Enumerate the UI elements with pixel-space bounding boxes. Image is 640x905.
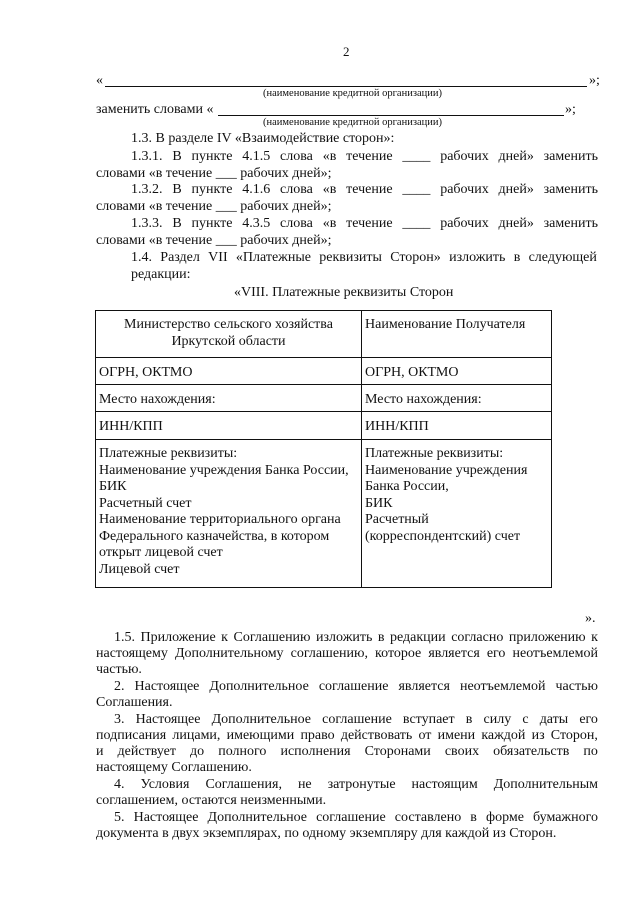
- word: каждой: [481, 728, 526, 743]
- word: его: [579, 712, 598, 727]
- word: и: [96, 744, 104, 759]
- table-row: [96, 440, 552, 588]
- word: соглашение: [318, 679, 389, 694]
- bank-name-blank-line: [105, 86, 587, 87]
- word: «в: [322, 149, 337, 164]
- word: заменить: [543, 182, 598, 197]
- word: Настоящее: [134, 679, 200, 694]
- ogrn-oktmo-cell: ОГРН, ОКТМО: [96, 358, 362, 385]
- word: Сторонами: [364, 744, 431, 759]
- bank-name-caption: (наименование кредитной организации): [263, 88, 442, 99]
- word: слова: [280, 149, 313, 164]
- word: частью: [555, 679, 598, 694]
- word: 4.3.5: [242, 216, 271, 231]
- word: по: [583, 744, 598, 759]
- word: 1.3.1.: [131, 149, 163, 164]
- word: слова: [280, 216, 313, 231]
- word: 4.1.6: [242, 182, 271, 197]
- table-close-quote: ».: [585, 611, 596, 626]
- word: дней»: [498, 216, 534, 231]
- word: в: [470, 810, 477, 825]
- table-row: [96, 311, 552, 358]
- word: составлено: [394, 810, 462, 825]
- word: к: [591, 630, 598, 645]
- word: изложить: [449, 250, 506, 265]
- para-2-line2: Соглашения.: [96, 695, 173, 710]
- word: Сторон»: [390, 250, 441, 265]
- word: Дополнительным: [493, 777, 598, 792]
- item-1-4-line1: [131, 250, 597, 266]
- word: течение: [346, 216, 393, 231]
- word: даты: [539, 712, 569, 727]
- word: в: [377, 630, 385, 645]
- open-quote: «: [96, 73, 103, 88]
- item-1-3: 1.3. В разделе IV «Взаимодействие сторон»:: [131, 131, 395, 146]
- item-1-3-1-line1: [131, 149, 598, 165]
- word: «Платежные: [235, 250, 311, 265]
- word: Дополнительное: [211, 712, 312, 727]
- word: 5.: [114, 810, 125, 825]
- word: право: [300, 728, 335, 743]
- word: течение: [346, 149, 393, 164]
- word: из: [531, 728, 545, 743]
- word: с: [522, 712, 529, 727]
- para-4-line1: [114, 777, 598, 793]
- para-1-5-line3: частью.: [96, 662, 142, 677]
- word: 3.: [114, 712, 125, 727]
- word: приложению: [508, 630, 586, 645]
- word: следующей: [528, 250, 597, 265]
- location-cell: Место нахождения:: [96, 385, 362, 412]
- location-cell: Место нахождения:: [362, 385, 552, 412]
- inn-kpp-cell: ИНН/КПП: [96, 412, 362, 440]
- item-1-3-3-line1: [131, 216, 598, 232]
- word: дней»: [498, 182, 534, 197]
- word: пункте: [191, 149, 233, 164]
- word: 1.3.3.: [131, 216, 163, 231]
- word: бумажного: [533, 810, 598, 825]
- para-3-line2: [96, 728, 598, 744]
- replacement-bank-blank-line: [218, 115, 564, 116]
- word: рабочих: [440, 149, 489, 164]
- recipient-name-cell: Наименование Получателя: [362, 311, 552, 358]
- ministry-payment-details-cell: Платежные реквизиты: Наименование учреждения Банка России, БИК Расчетный счет Наименование территориального органа Федерального казначейства, в котором открыт лицевой счет Лицевой счет: [96, 440, 362, 588]
- para-3-line1: [114, 712, 598, 728]
- word: «в: [322, 216, 337, 231]
- word: 4.1.5: [242, 149, 271, 164]
- word: ____: [402, 149, 431, 164]
- para-3-line3: [96, 744, 598, 760]
- word: ____: [402, 182, 431, 197]
- word: настоящему: [96, 646, 168, 661]
- word: заменить: [543, 216, 598, 231]
- word: имени: [437, 728, 476, 743]
- word: Дополнительное: [207, 810, 307, 825]
- item-1-3-2-line2: словами «в течение ___ рабочих дней»;: [96, 199, 332, 214]
- table-row: [96, 358, 552, 385]
- para-3-line4: настоящему Соглашению.: [96, 760, 252, 775]
- para-4-line2: соглашением, остаются неизменными.: [96, 793, 327, 808]
- word: 1.5.: [114, 630, 135, 645]
- word: изложить: [316, 630, 373, 645]
- word: реквизиты: [319, 250, 382, 265]
- word: Сторон,: [550, 728, 598, 743]
- word: «в: [322, 182, 337, 197]
- recipient-payment-details-cell: Платежные реквизиты: Наименование учреждения Банка России, БИК Расчетный (корреспондентский) счет: [362, 440, 552, 588]
- table-row: [96, 385, 552, 412]
- para-1-5-line2: [96, 646, 598, 662]
- word: Настоящее: [135, 712, 201, 727]
- para-2-line1: [114, 679, 598, 695]
- word: пункте: [191, 182, 233, 197]
- word: 1.3.2.: [131, 182, 163, 197]
- word: подписания: [96, 728, 167, 743]
- word: в: [513, 250, 521, 265]
- inn-kpp-cell: ИНН/КПП: [362, 412, 552, 440]
- word: его: [486, 646, 506, 661]
- ministry-name-cell: Министерство сельского хозяйства Иркутской области: [96, 311, 362, 358]
- word: Дополнительное: [209, 679, 309, 694]
- word: рабочих: [440, 182, 489, 197]
- word: в: [465, 712, 473, 727]
- word: соглашение: [322, 712, 392, 727]
- word: своих: [444, 744, 480, 759]
- table-row: [96, 412, 552, 440]
- word: заменить: [543, 149, 598, 164]
- word: лицами,: [172, 728, 221, 743]
- word: до: [190, 744, 205, 759]
- word: VII: [208, 250, 228, 265]
- word: к: [221, 630, 228, 645]
- word: Соглашению: [233, 630, 311, 645]
- word: В: [172, 216, 182, 231]
- word: обязательств: [493, 744, 570, 759]
- para-5-line1: [114, 810, 598, 826]
- para-1-5-line1: [114, 630, 598, 646]
- item-1-3-3-line2: словами «в течение ___ рабочих дней»;: [96, 233, 332, 248]
- word: 4.: [114, 777, 125, 792]
- section-title: «VIII. Платежные реквизиты Сторон: [234, 285, 454, 300]
- word: неотъемлемой: [512, 646, 598, 661]
- word: 2.: [114, 679, 125, 694]
- word: В: [172, 149, 182, 164]
- item-1-4-line2: редакции:: [131, 267, 191, 282]
- word: соглашению,: [290, 646, 368, 661]
- word: Соглашения,: [205, 777, 282, 792]
- word: редакции: [390, 630, 446, 645]
- word: настоящим: [411, 777, 478, 792]
- word: слова: [280, 182, 313, 197]
- word: является: [428, 646, 480, 661]
- word: согласно: [451, 630, 504, 645]
- word: течение: [346, 182, 393, 197]
- word: является: [398, 679, 450, 694]
- item-1-3-1-line2: словами «в течение ___ рабочих дней»;: [96, 166, 332, 181]
- word: форме: [486, 810, 524, 825]
- replace-words-prefix: заменить словами «: [96, 102, 214, 117]
- word: силу: [483, 712, 512, 727]
- para-5-line2: документа в двух экземплярах, по одному экземпляру для каждой из Сторон.: [96, 826, 557, 841]
- word: В: [172, 182, 182, 197]
- word: Приложение: [140, 630, 216, 645]
- word: Дополнительному: [174, 646, 284, 661]
- word: рабочих: [440, 216, 489, 231]
- word: исполнения: [280, 744, 351, 759]
- page-number: 2: [343, 44, 350, 59]
- word: не: [297, 777, 312, 792]
- word: 1.4.: [131, 250, 152, 265]
- item-1-3-2-line1: [131, 182, 598, 198]
- payment-requisites-table: [95, 310, 552, 588]
- word: Раздел: [160, 250, 200, 265]
- word: неотъемлемой: [459, 679, 546, 694]
- word: Настоящее: [133, 810, 199, 825]
- word: от: [418, 728, 432, 743]
- word: пункте: [191, 216, 233, 231]
- word: ____: [402, 216, 431, 231]
- close-quote: »;: [589, 73, 600, 88]
- word: соглашение: [316, 810, 386, 825]
- word: полного: [218, 744, 267, 759]
- replacement-bank-caption: (наименование кредитной организации): [263, 117, 442, 128]
- word: имеющими: [226, 728, 295, 743]
- word: которое: [375, 646, 422, 661]
- word: действует: [117, 744, 176, 759]
- close-quote-2: »;: [565, 102, 576, 117]
- word: дней»: [498, 149, 534, 164]
- word: затронутые: [327, 777, 396, 792]
- ogrn-oktmo-cell: ОГРН, ОКТМО: [362, 358, 552, 385]
- word: вступает: [402, 712, 455, 727]
- word: действовать: [340, 728, 413, 743]
- word: Условия: [140, 777, 190, 792]
